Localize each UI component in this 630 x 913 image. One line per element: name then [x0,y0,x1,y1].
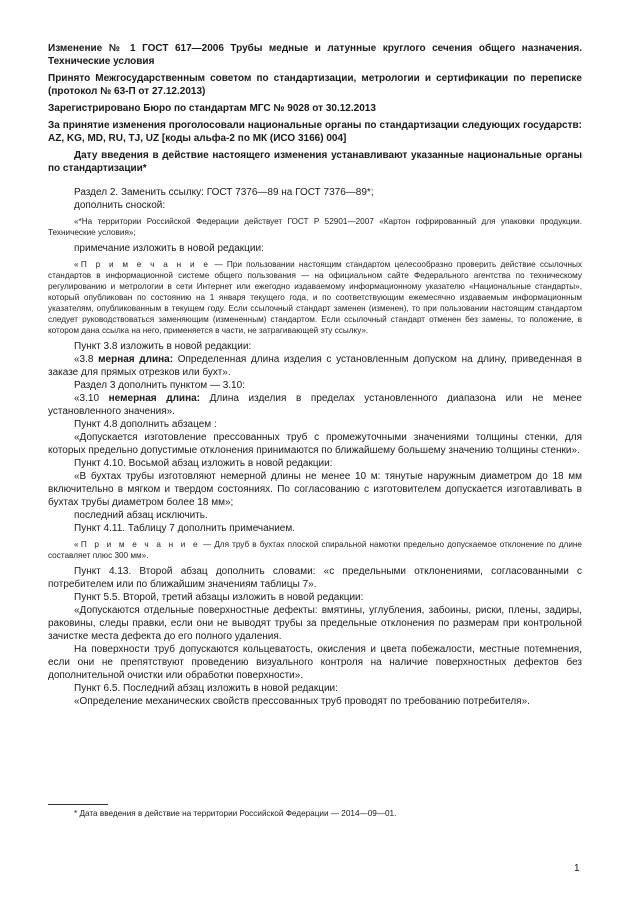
page-number: 1 [574,863,580,874]
add-footnote-line: дополнить сноской: [74,200,166,211]
clause-5-5-line: Пункт 5.5. Второй, третий абзацы изложить в новой редакции: [74,592,364,603]
adopted-statement: Принято Межгосударственным советом по стандартизации, метрологии и сертификации по переписке (протокол № 63-П от 27.12.2013) [48,73,582,97]
note-new-edition-line: примечание изложить в новой редакции: [74,243,264,254]
registration-statement: Зарегистрировано Бюро по стандартам МГС № 9028 от 30.12.2013 [48,103,376,114]
clause-6-5-line: Пункт 6.5. Последний абзац изложить в новой редакции: [74,683,338,694]
effective-date-statement: Дату введения в действие настоящего изменения устанавливают указанные национальные органы по стандартизации* [48,150,582,174]
clause-6-5-text: «Определение механических свойств прессованных труб проводят по требованию потребителя». [74,696,530,707]
clause-3-8-term: мерная длина: [98,354,174,365]
section2-reference: Раздел 2. Заменить ссылку: ГОСТ 7376—89 на ГОСТ 7376—89*; [74,187,374,198]
clause-3-8-line: Пункт 3.8 изложить в новой редакции: [74,341,252,352]
clause-4-10-line: Пункт 4.10. Восьмой абзац изложить в новой редакции: [74,458,333,469]
note2-label: «П р и м е ч а н и е [74,540,200,549]
clause-4-10-text: «В бухтах трубы изготовляют немерной длины не менее 10 м: тянутые наружным диаметром до 18 мм включительно в мягком и твердом состояниях. По согласованию с изготовителем допускается изготавливать в бухтах трубы диаметром более 18 мм»; [48,471,582,508]
clause-3-10-text: Длина изделия в пределах установленного диапазона или не менее установленного значения». [48,393,582,417]
clause-3-10-term: немерная длина: [108,393,201,404]
clause-4-8-line: Пункт 4.8 дополнить абзацем : [74,419,217,430]
clause-3-8-definition [48,353,582,379]
clause-4-10-delete: последний абзац исключить. [74,510,208,521]
voting-statement: За принятие изменения проголосовали национальные органы по стандартизации следующих государств: AZ, KG, MD, RU, TJ, UZ [коды альфа-2 по МК (ИСО 3166) 004] [48,120,582,144]
clause-4-13-text: Пункт 4.13. Второй абзац дополнить словами: «с предельными отклонениями, согласованными с потребителем или по ближайшим значениям таблицы 7». [48,566,582,590]
footnote-divider [48,804,108,805]
note2-paragraph [48,539,582,561]
clause-3-10-definition [48,392,582,418]
clause-3-10-line: Раздел 3 дополнить пунктом — 3.10: [74,380,245,391]
note-label: «П р и м е ч а н и е [74,260,211,269]
clause-5-5-para2: На поверхности труб допускаются кольцеватость, окисления и цвета побежалости, местные потемнения, если они не препятствуют проведению визуального контроля на наличие поверхностных дефектов без дополнительной очистки или обработки поверхности». [48,644,582,681]
clause-4-11-line: Пункт 4.11. Таблицу 7 дополнить примечанием. [74,523,296,534]
note-paragraph [48,259,582,336]
clause-3-8-text: Определенная длина изделия с установленным допуском на длину, приведенная в заказе для прямых отрезков или бухт». [48,354,582,378]
note2-text: — Для труб в бухтах плоской спиральной намотки предельно допускаемое отклонение по длине составляет плюс 300 мм». [48,540,582,560]
footnote: * Дата введения в действие на территории Российской Федерации — 2014—09—01. [74,809,397,818]
clause-3-10-num: «3.10 [74,393,109,404]
clause-5-5-para1: «Допускаются отдельные поверхностные дефекты: вмятины, углубления, забоины, риски, плены, задиры, раковины, следы правки, если они не выводят трубы за предельные отклонения по размерам при контрольной зачистке места дефекта до его полного удаления. [48,605,582,642]
clause-3-8-num: «3.8 [74,354,99,365]
document-body [48,42,582,708]
footnote-insert-text: «*На территории Российской Федерации действует ГОСТ Р 52901—2007 «Картон гофрированный для упаковки продукции. Технические условия»; [48,217,582,237]
clause-4-8-text: «Допускается изготовление прессованных труб с промежуточными значениями толщины стенки, для которых предельно допустимые отклонения принимаются по ближайшему большему значению толщины стенки». [48,432,582,456]
amendment-title: Изменение № 1 ГОСТ 617—2006 Трубы медные и латунные круглого сечения общего назначения. Технические условия [48,43,582,67]
note-text: — При пользовании настоящим стандартом целесообразно проверить действие ссылочных стандартов в информационной системе общего пользования — на официальном сайте Федерального агентства по техническому регулированию и метрологии в сети Интернет или ежегодно издаваемому информационному указателю «Национальные стандарты», который опубликован по состоянию на 1 января текущего года, и по соответствующим ежемесячно издаваемым информационным указателям, опубликованным в текущем году. Если ссылочный стандарт заменен (изменен), то при пользовании настоящим стандартом следует руководствоваться заменяющим (измененным) стандартом. Если ссылочный стандарт отменен без замены, то положение, в котором дана ссылка на него, применяется в части, не затрагивающей эту ссылку». [48,260,582,335]
